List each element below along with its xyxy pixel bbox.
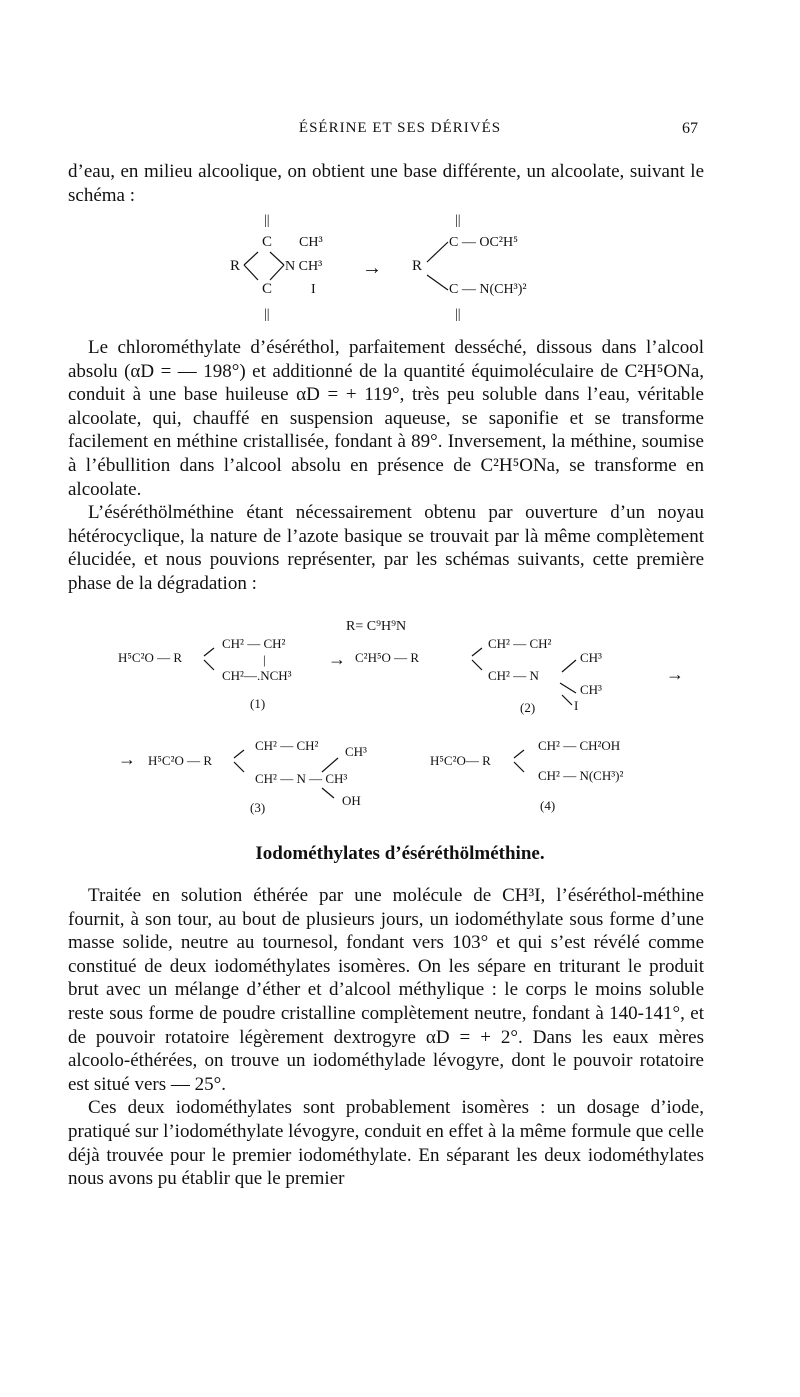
page-number: 67 [682,120,698,137]
s1-bottom: CH²—.NCH³ [222,668,292,683]
s3-bottom: CH² — N — CH³ [255,771,348,786]
label-ncl: N CH³ [285,259,323,274]
bond-line [322,758,338,772]
s1-mid: | [263,652,266,667]
s4-top: CH² — CH²OH [538,738,621,753]
bond-double-bottom-right: || [455,307,461,322]
s3-ch3: CH³ [345,744,367,759]
arrow-1-2: → [328,649,346,669]
bond-line [562,660,576,672]
label-nme2: C — N(CH³)² [449,282,527,297]
arrow-into-3: → [118,749,136,769]
bond-double-top-right: || [455,213,461,228]
s2-left: C²H⁵O — R [355,650,420,665]
label-ch3-left: CH³ [299,235,323,250]
s2-ch3a: CH³ [580,650,602,665]
s4-bottom: CH² — N(CH³)² [538,768,624,783]
paragraph-1: d’eau, en milieu alcoolique, on obtient une base différente, un alcoolate, suivant le schéma : [68,161,704,206]
reaction-arrow: → [362,257,382,279]
s3-left: H⁵C²O — R [148,753,213,768]
s2-bottom: CH² — N [488,668,539,683]
bond-line [234,750,244,758]
bond-line [562,695,572,705]
label-oc2h5: C — OC²H⁵ [449,235,518,250]
s4-left: H⁵C²O— R [430,753,491,768]
bond-line [322,788,334,798]
bond-line [560,683,576,693]
s3-top: CH² — CH² [255,738,319,753]
s1-label: (1) [250,696,266,711]
atom-c-top: C [262,234,273,250]
bond-line [234,762,244,772]
s3-label: (3) [250,800,266,815]
bond-line [204,660,214,670]
paragraph-3: L’éséréthölméthine étant nécessairement obtenu par ouverture d’un noyau hétérocyclique, la nature de l’azote basique se trouvait par là même complètement élucidée, et nous pouvions représenter, par les schémas suivants, cette première phase de la dégradation : [68,502,704,594]
bond-line [514,750,524,758]
s3-oh: OH [342,793,361,808]
bond-double-bottom: || [264,307,270,322]
s2-top: CH² — CH² [488,636,552,651]
paragraph-4: Traitée en solution éthérée par une molécule de CH³I, l’éséréthol-méthine fournit, à son tour, au bout de plusieurs jours, un iodométhylate sous forme d’une masse solide, neutre au tournesol, fondant vers 103° et qui s’est révélé comme constitué de deux iodométhylates isomères. On les sépare en triturant le produit brut avec un mélange d’éther et d’alcool méthylique : le corps le moins soluble reste sous forme de poudre cristalline complètement neutre, fondant à 140-141°, et de pouvoir rotatoire légèrement dextrogyre αD = + 2°. Dans les eaux mères alcoolo-éthérées, on trouve un iodométhylade lévogyre, dont le pouvoir rotatoire est situé vers — 25°. [68,885,704,1095]
bond-line [514,762,524,772]
s1-top: CH² — CH² [222,636,286,651]
label-r-right: R [412,258,423,274]
bond-line [472,648,482,656]
paragraph-5: Ces deux iodométhylates sont probablement isomères : un dosage d’iode, pratiqué sur l’iodométhylate lévogyre, conduit en effet à la même formule que celle déjà trouvée pour le premier iodométhylate. En séparant les deux iodométhylates nous avons pu établir que le premier [68,1097,704,1190]
bond-line [472,660,482,670]
s2-iodine: I [574,698,579,713]
s2-ch3b: CH³ [580,682,602,697]
arrow-2-3: → [666,664,684,684]
paragraph-block-3 [68,884,704,1191]
section-heading: Iodométhylates d’éséréthölméthine. [255,843,545,864]
bond-line [204,648,214,656]
r-definition: R= C⁹H⁹N [346,619,407,634]
s1-left: H⁵C²O — R [118,650,183,665]
bond-double-top: || [264,213,270,228]
label-iodine: I [311,282,316,297]
running-title: ÉSÉRINE ET SES DÉRIVÉS [298,120,502,136]
label-r-left: R [230,258,241,274]
paragraph-2: Le chlorométhylate d’éséréthol, parfaitement desséché, dissous dans l’alcool absolu (αD = — 198°) et additionné de la quantité équimoléculaire de C²H⁵ONa, conduit à une base huileuse αD = + 119°, très peu soluble dans l’eau, véritable alcoolate, qui, chauffé en suspension aqueuse, se saponifie et se transforme facilement en méthine cristallisée, fondant à 89°. Inversement, la méthine, soumise à l’ébullition dans l’alcool absolu en présence de C²H⁵ONa, se transforme en alcoolate. [68,337,704,500]
atom-c-bottom: C [262,281,273,297]
s2-label: (2) [520,700,536,715]
s4-label: (4) [540,798,556,813]
